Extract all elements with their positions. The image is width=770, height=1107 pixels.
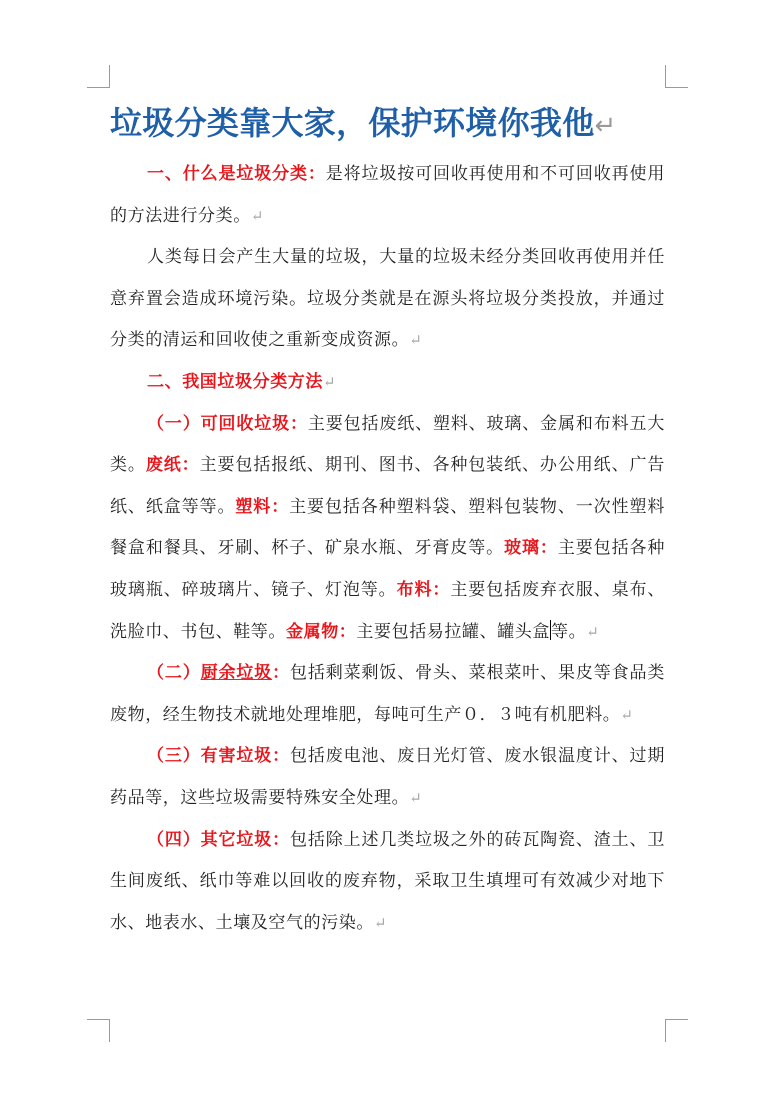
paper-label: 废纸： <box>145 455 200 476</box>
paragraph-other[interactable] <box>110 820 665 945</box>
page-corner-bottom-left <box>87 1019 110 1042</box>
kitchen-label-colon: ： <box>272 663 290 684</box>
paragraph-hazardous[interactable] <box>110 736 665 819</box>
title-text: 垃圾分类靠大家，保护环境你我他 <box>110 104 595 142</box>
paragraph-s1-definition[interactable] <box>110 154 665 237</box>
section1-explanation-text: 人类每日会产生大量的垃圾，大量的垃圾未经分类回收再使用并任意弃置会造成环境污染。垃圾分类就是在源头将垃圾分类投放，并通过分类的清运和回收使之重新变成资源。 <box>110 247 665 351</box>
plastic-label: 塑料： <box>235 496 290 517</box>
page-corner-top-left <box>87 65 110 88</box>
recyclable-label: （一）可回收垃圾： <box>147 413 308 434</box>
other-text: 包括除上述几类垃圾之外的砖瓦陶瓷、渣土、卫生间废纸、纸巾等难以回收的废弃物，采取卫生填埋可有效减少对地下水、地表水、土壤及空气的污染。 <box>110 829 665 933</box>
paragraph-recyclable[interactable] <box>110 404 665 654</box>
document-title[interactable] <box>110 95 665 154</box>
paragraph-mark-icon: ↵ <box>323 372 337 391</box>
paragraph-mark-icon: ↵ <box>409 788 423 807</box>
document-page[interactable] <box>110 95 665 944</box>
cloth-label: 布料： <box>396 579 451 600</box>
paragraph-mark-icon: ↵ <box>374 913 388 932</box>
paragraph-mark-icon: ↵ <box>250 206 264 225</box>
glass-text: 主要包括各种玻璃瓶、碎玻璃片、镜子、灯泡等。 <box>110 538 665 600</box>
paragraph-kitchen[interactable] <box>110 653 665 736</box>
paper-text: 主要包括报纸、期刊、图书、各种包装纸、办公用纸、广告纸、纸盒等等。 <box>110 455 665 517</box>
paragraph-s1-explanation[interactable] <box>110 237 665 362</box>
section1-heading: 一、什么是垃圾分类： <box>147 164 326 184</box>
hazardous-text: 包括废电池、废日光灯管、废水银温度计、过期药品等，这些垃圾需要特殊安全处理。 <box>110 746 665 808</box>
other-label: （四）其它垃圾： <box>147 829 290 850</box>
paragraph-mark-icon: ↵ <box>594 111 617 141</box>
page-corner-top-right <box>665 65 688 88</box>
cloth-text: 主要包括废弃衣服、桌布、洗脸巾、书包、鞋等。 <box>110 579 665 642</box>
page-corner-bottom-right <box>665 1019 688 1042</box>
recyclable-text: 主要包括废纸、塑料、玻璃、金属和布料五大类。 <box>110 413 665 476</box>
kitchen-label-number: （二） <box>147 663 201 684</box>
metal-text-end: 等。 <box>551 621 587 642</box>
paragraph-mark-icon: ↵ <box>586 622 600 641</box>
paragraph-s2-heading[interactable] <box>110 362 665 404</box>
metal-label: 金属物： <box>286 621 357 642</box>
glass-label: 玻璃： <box>504 538 558 559</box>
kitchen-label-word: 厨余垃圾 <box>200 663 273 684</box>
plastic-text: 主要包括各种塑料袋、塑料包装物、一次性塑料餐盒和餐具、牙刷、杯子、矿泉水瓶、牙膏皮等。 <box>110 496 665 559</box>
section2-heading: 二、我国垃圾分类方法 <box>147 371 323 392</box>
section1-text: 是将垃圾按可回收再使用和不可回收再使用的方法进行分类。 <box>110 164 665 226</box>
paragraph-mark-icon: ↵ <box>409 331 423 350</box>
paragraph-mark-icon: ↵ <box>620 705 634 724</box>
hazardous-label: （三）有害垃圾： <box>147 746 290 767</box>
metal-text: 主要包括易拉罐、罐头盒 <box>356 621 551 642</box>
kitchen-text: 包括剩菜剩饭、骨头、菜根菜叶、果皮等食品类废物，经生物技术就地处理堆肥，每吨可生产０．３吨有机肥料。 <box>110 663 665 725</box>
